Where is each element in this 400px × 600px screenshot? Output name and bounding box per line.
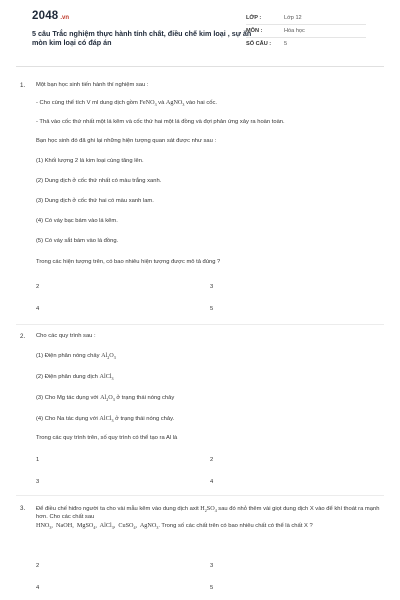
chem-base: NaOH — [56, 521, 73, 529]
chem-base: AlCl — [99, 415, 112, 422]
answer-option[interactable]: 2 — [36, 563, 40, 569]
answer-option[interactable]: 1 — [36, 457, 40, 463]
answer-option[interactable]: 2 — [210, 457, 214, 463]
process-text: (4) Cho Na tác dụng với — [36, 416, 100, 422]
answer-option[interactable]: 3 — [210, 284, 214, 290]
site-logo[interactable] — [32, 10, 69, 22]
logo-domain: .vn — [60, 15, 70, 21]
answer-option[interactable]: 4 — [36, 585, 40, 591]
chem-base: SO — [206, 505, 215, 512]
question-number: 3. — [20, 505, 26, 512]
question-prompt: . Trong số các chất trên có bao nhiêu chất có thể là chất X ? — [158, 522, 313, 529]
chem-sub: 3 — [111, 418, 114, 424]
answer-option[interactable]: 5 — [210, 585, 214, 591]
question-number: 1. — [20, 82, 26, 89]
question-text — [36, 505, 384, 530]
question-text-part: Để điều chế hiđro người ta cho vài mẫu kẽm vào dung dịch axit — [36, 506, 201, 512]
step-text: và — [156, 100, 166, 106]
answer-option[interactable]: 3 — [210, 563, 214, 569]
process-text: (2) Điện phân dung dịch — [36, 374, 100, 380]
chem-sub: 3 — [154, 102, 157, 108]
question-prompt: Trong các hiện tượng trên, có bao nhiêu hiện tượng được mô tả đúng ? — [36, 259, 221, 265]
page-header — [16, 0, 384, 60]
meta-grade — [246, 12, 366, 25]
chem-sub: 4 — [93, 524, 96, 530]
chem-sub: 3 — [113, 355, 116, 361]
step-text: vào hai cốc. — [184, 100, 217, 106]
question-record: Bạn học sinh đó đã ghi lại những hiện tượng quan sát được như sau : — [36, 138, 217, 144]
observation-item: (4) Có váy bạc bám vào lá kẽm. — [36, 218, 118, 224]
chem-formula — [100, 373, 114, 380]
chem-formula — [139, 99, 156, 106]
process-text: ở trạng thái nóng chảy. — [113, 416, 175, 422]
document-title: 5 câu Trắc nghiệm thực hành tính chất, điều chế kim loại , sự ăn mòn kim loại có đáp án — [32, 29, 252, 47]
chem-base: CuSO — [118, 521, 134, 529]
observation-item: (2) Dung dịch ở cốc thứ nhất có màu trắng xanh. — [36, 178, 162, 184]
chem-base: AgNO — [165, 99, 183, 106]
chem-base: HNO — [36, 521, 50, 529]
question-1 — [16, 80, 384, 330]
process-text: (3) Cho Mg tác dụng với — [36, 395, 101, 401]
chem-formula — [99, 415, 113, 422]
chem-sub: 3 — [111, 376, 114, 382]
process-item — [36, 395, 174, 402]
chem-formula — [100, 394, 115, 401]
meta-count — [246, 38, 366, 50]
chem-base: O — [109, 352, 114, 359]
meta-subject — [246, 25, 366, 38]
question-divider — [16, 324, 384, 325]
chem-sub: 3 — [156, 524, 159, 530]
process-text: (1) Điện phân nóng chảy — [36, 353, 102, 359]
question-step: - Thả vào cốc thứ nhất một lá kẽm và cốc thứ hai một lá đồng và đợi phản ứng xảy ra hoàn toàn. — [36, 119, 285, 125]
answer-option[interactable]: 2 — [36, 284, 40, 290]
answer-option[interactable]: 3 — [36, 479, 40, 485]
meta-value: Hóa học — [284, 28, 305, 34]
chem-list: $HNO_3$, NaOH, MgSO$_4$, AlCl$_3$, CuSO$_4$, AgNO$_3$ — [36, 521, 159, 530]
chem-sub: 2 — [106, 397, 109, 403]
chem-base: FeNO — [139, 99, 155, 106]
answer-option[interactable]: 4 — [36, 306, 40, 312]
chem-base: O — [108, 394, 113, 401]
observation-item: (3) Dung dịch ở cốc thứ hai có màu xanh lam. — [36, 198, 154, 204]
observation-item: (5) Có váy sắt bám vào lá đồng. — [36, 238, 119, 244]
answer-option[interactable]: 5 — [210, 306, 214, 312]
chem-base: AgNO — [139, 521, 157, 529]
document-meta — [246, 12, 366, 50]
chem-formula — [101, 352, 116, 359]
chem-sub: 3 — [111, 524, 114, 530]
chem-base: AlCl — [99, 373, 112, 380]
question-intro: Cho các quy trình sau : — [36, 333, 96, 339]
meta-value: 5 — [284, 41, 288, 47]
meta-value: Lớp 12 — [284, 15, 302, 21]
question-step — [36, 100, 217, 107]
meta-key: MÔN : — [246, 28, 263, 34]
question-text-part: sau đó nhỏ thêm vài giọt dung dịch X vào để khí thoát ra mạnh hơn. Cho các chất sau — [36, 506, 380, 520]
answer-option[interactable]: 4 — [210, 479, 214, 485]
question-divider — [16, 495, 384, 496]
chem-base: AlCl — [99, 521, 112, 529]
question-3 — [16, 505, 384, 597]
chem-sub: 4 — [214, 508, 217, 514]
process-item — [36, 353, 116, 360]
question-intro: Một bạn học sinh tiến hành thí nghiệm sau : — [36, 82, 149, 88]
chem-formula — [166, 99, 185, 106]
process-text: ở trạng thái nóng chảy — [114, 395, 175, 401]
header-divider — [16, 66, 384, 67]
chem-sub: 2 — [204, 508, 207, 514]
chem-sub: 3 — [49, 524, 52, 530]
chem-base: Al — [101, 352, 108, 359]
meta-key: SỐ CÂU : — [246, 41, 272, 47]
chem-sub: 4 — [133, 524, 136, 530]
observation-item: (1) Khối lượng 2 lá kim loại cùng tăng lên. — [36, 158, 144, 164]
question-2 — [16, 333, 384, 498]
chem-sub: 3 — [112, 397, 115, 403]
chem-sub: 2 — [107, 355, 110, 361]
chem-base: MgSO — [76, 521, 94, 529]
chem-formula — [200, 505, 216, 512]
chem-base: H — [200, 505, 205, 512]
question-prompt: Trong các quy trình trên, số quy trình có thể tạo ra Al là — [36, 435, 178, 441]
process-item — [36, 374, 114, 381]
logo-text: 2048 — [32, 10, 59, 22]
chem-sub: 3 — [182, 102, 185, 108]
step-text: - Cho cùng thể tích V ml dung dịch gồm — [36, 100, 140, 106]
meta-key: LỚP : — [246, 15, 262, 21]
question-number: 2. — [20, 333, 26, 340]
chem-base: Al — [100, 394, 107, 401]
process-item — [36, 416, 174, 423]
